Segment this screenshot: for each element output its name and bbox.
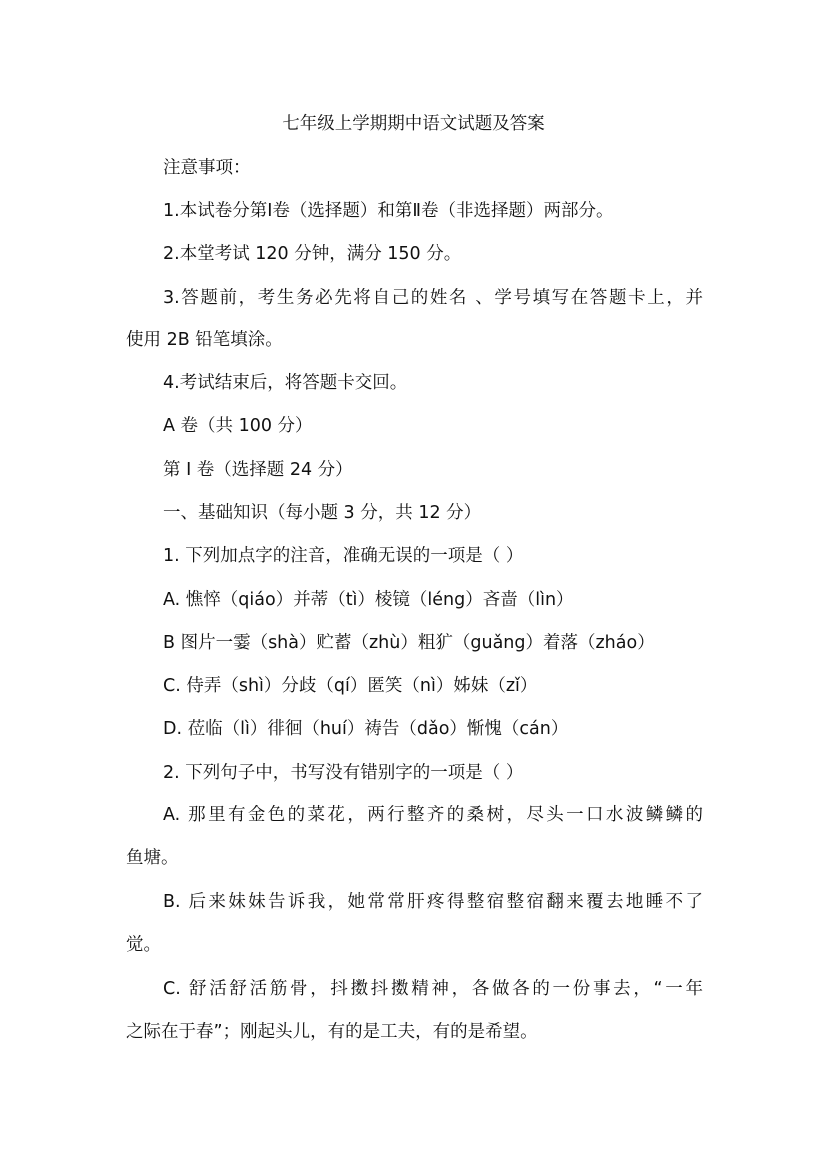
question-2-option-b-continued: 觉。 <box>126 935 161 955</box>
question-2-option-b: B. 后来妹妹告诉我，她常常肝疼得整宿整宿翻来覆去地睡不了 <box>163 892 703 912</box>
section-a-heading: A 卷（共 100 分） <box>163 416 313 436</box>
question-1-stem: 1. 下列加点字的注音，准确无误的一项是（ ） <box>163 546 524 566</box>
question-2-option-c-continued: 之际在于春”；刚起头儿，有的是工夫，有的是希望。 <box>126 1022 538 1042</box>
question-2-option-a: A. 那里有金色的菜花，两行整齐的桑树，尽头一口水波鳞鳞的 <box>163 805 703 825</box>
notice-heading: 注意事项： <box>163 158 251 178</box>
note-1: 1.本试卷分第Ⅰ卷（选择题）和第Ⅱ卷（非选择题）两部分。 <box>163 201 614 221</box>
question-1-option-a: A. 憔悴（qiáo）并蒂（tì）棱镜（léng）吝啬（lìn） <box>163 590 574 610</box>
page-title: 七年级上学期期中语文试题及答案 <box>282 114 545 134</box>
question-2-option-a-continued: 鱼塘。 <box>126 848 179 868</box>
question-1-option-c: C. 侍弄（shì）分歧（qí）匿笑（nì）姊妹（zǐ） <box>163 676 538 696</box>
note-2: 2.本堂考试 120 分钟，满分 150 分。 <box>163 244 462 264</box>
note-3-continued: 使用 2B 铅笔填涂。 <box>126 330 283 350</box>
question-2-option-c: C. 舒活舒活筋骨，抖擞抖擞精神，各做各的一份事去，“一年 <box>163 979 703 999</box>
note-4: 4.考试结束后，将答题卡交回。 <box>163 373 408 393</box>
question-2-stem: 2. 下列句子中，书写没有错别字的一项是（ ） <box>163 763 524 783</box>
note-3: 3.答题前，考生务必先将自己的姓名 、学号填写在答题卡上，并 <box>163 288 703 308</box>
question-1-option-d: D. 莅临（lì）徘徊（huí）祷告（dǎo）惭愧（cán） <box>163 719 569 739</box>
subsection-one-heading: 一、基础知识（每小题 3 分，共 12 分） <box>163 503 482 523</box>
part-one-heading: 第 I 卷（选择题 24 分） <box>163 460 353 480</box>
question-1-option-b: B 图片一霎（shà）贮蓄（zhù）粗犷（guǎng）着落（zháo） <box>163 633 655 653</box>
